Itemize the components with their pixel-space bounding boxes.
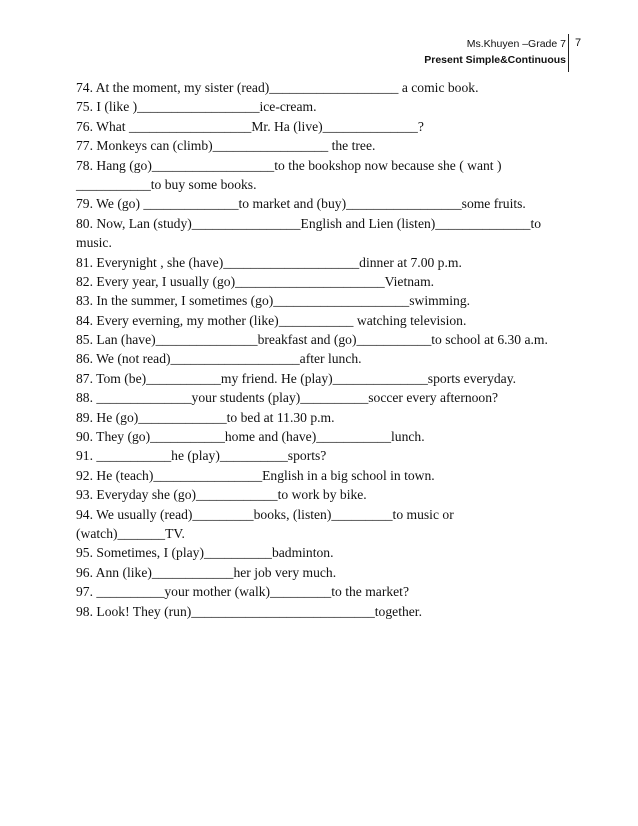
header-divider: [568, 34, 569, 72]
exercise-line: 87. Tom (be)___________my friend. He (play)______________sports everyday.: [76, 370, 517, 386]
exercise-line: 96. Ann (like)____________her job very much.: [76, 564, 337, 580]
exercise-line: 81. Everynight , she (have)____________________dinner at 7.00 p.m.: [76, 254, 462, 270]
exercise-list: [76, 78, 572, 621]
exercise-line: 92. He (teach)________________English in a big school in town.: [76, 467, 435, 483]
exercise-line: 91. ___________he (play)__________sports?: [76, 448, 327, 464]
exercise-line: 77. Monkeys can (climb)_________________ the tree.: [76, 138, 376, 154]
page-number: 7: [575, 37, 582, 49]
exercise-line: 94. We usually (read)_________books, (listen)_________to music or: [76, 506, 454, 522]
page-header: [424, 36, 566, 68]
exercise-line: 76. What __________________Mr. Ha (live)______________?: [76, 118, 424, 134]
exercise-line: 78. Hang (go)__________________to the bookshop now because she ( want ): [76, 157, 502, 173]
exercise-line: 95. Sometimes, I (play)__________badminton.: [76, 545, 334, 561]
exercise-line: 85. Lan (have)_______________breakfast and (go)___________to school at 6.30 a.m.: [76, 332, 548, 348]
exercise-line: 83. In the summer, I sometimes (go)____________________swimming.: [76, 293, 471, 309]
topic-label: Present Simple&Continuous: [424, 54, 566, 66]
exercise-line: ___________to buy some books.: [76, 176, 257, 192]
exercise-line: 75. I (like )__________________ice-cream.: [76, 99, 317, 115]
exercise-line: 90. They (go)___________home and (have)___________lunch.: [76, 429, 425, 445]
exercise-line: 86. We (not read)___________________after lunch.: [76, 351, 362, 367]
author-grade-label: Ms.Khuyen –Grade 7: [466, 38, 566, 50]
exercise-line: 74. At the moment, my sister (read)___________________ a comic book.: [76, 80, 479, 95]
exercise-line: 82. Every year, I usually (go)______________________Vietnam.: [76, 273, 435, 289]
exercise-line: music.: [76, 235, 112, 251]
exercise-line: 93. Everyday she (go)____________to work by bike.: [76, 487, 367, 503]
exercise-line: 80. Now, Lan (study)________________English and Lien (listen)______________to: [76, 215, 542, 231]
exercise-line: 79. We (go) ______________to market and (buy)_________________some fruits.: [76, 196, 526, 212]
exercise-line: 98. Look! They (run)___________________________together.: [76, 603, 422, 619]
exercise-line: 89. He (go)_____________to bed at 11.30 p.m.: [76, 409, 335, 425]
exercise-line: 84. Every everning, my mother (like)___________ watching television.: [76, 312, 467, 328]
exercise-line: 97. __________your mother (walk)_________to the market?: [76, 584, 409, 600]
exercise-line: 88. ______________your students (play)__________soccer every afternoon?: [76, 390, 499, 406]
exercise-line: (watch)_______TV.: [76, 525, 185, 541]
